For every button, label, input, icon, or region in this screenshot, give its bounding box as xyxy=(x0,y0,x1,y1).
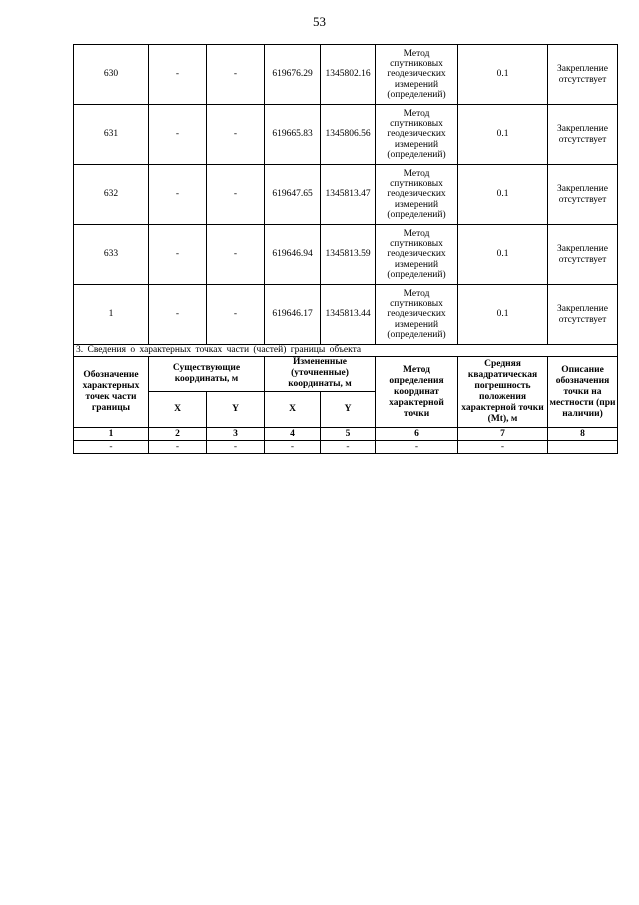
existing-x-cell: - xyxy=(149,105,207,165)
coord-x-cell: 619646.17 xyxy=(265,285,321,345)
column-number: 2 xyxy=(149,428,207,441)
accuracy-cell: 0.1 xyxy=(458,45,548,105)
empty-cell: - xyxy=(74,441,149,454)
method-cell: Метод спутниковых геодезических измерений (определений) xyxy=(376,165,458,225)
header-method: Метод определения координат характерной точки xyxy=(376,357,458,428)
coord-y-cell: 1345813.47 xyxy=(321,165,376,225)
column-number: 8 xyxy=(548,428,618,441)
point-id-cell: 1 xyxy=(74,285,149,345)
header-changed-x: X xyxy=(265,391,321,427)
existing-y-cell: - xyxy=(207,285,265,345)
table-row xyxy=(74,45,618,105)
coord-x-cell: 619676.29 xyxy=(265,45,321,105)
point-id-cell: 633 xyxy=(74,225,149,285)
coord-y-cell: 1345806.56 xyxy=(321,105,376,165)
header-accuracy: Средняя квадратическая погрешность положения характерной точки (Mt), м xyxy=(458,357,548,428)
description-cell: Закрепление отсутствует xyxy=(548,225,618,285)
empty-cell: - xyxy=(458,441,548,454)
header-existing-coords: Существующие координаты, м xyxy=(149,357,265,392)
description-cell: Закрепление отсутствует xyxy=(548,165,618,225)
point-id-cell: 632 xyxy=(74,165,149,225)
accuracy-cell: 0.1 xyxy=(458,165,548,225)
description-cell: Закрепление отсутствует xyxy=(548,45,618,105)
column-number: 5 xyxy=(321,428,376,441)
table-row xyxy=(74,105,618,165)
header-existing-x: X xyxy=(149,391,207,427)
empty-cell: - xyxy=(265,441,321,454)
method-cell: Метод спутниковых геодезических измерений (определений) xyxy=(376,45,458,105)
accuracy-cell: 0.1 xyxy=(458,225,548,285)
header-description: Описание обозначения точки на местности (при наличии) xyxy=(548,357,618,428)
method-cell: Метод спутниковых геодезических измерений (определений) xyxy=(376,225,458,285)
existing-x-cell: - xyxy=(149,45,207,105)
column-number: 1 xyxy=(74,428,149,441)
existing-x-cell: - xyxy=(149,225,207,285)
coord-x-cell: 619665.83 xyxy=(265,105,321,165)
empty-cell: - xyxy=(207,441,265,454)
empty-cell: - xyxy=(376,441,458,454)
accuracy-cell: 0.1 xyxy=(458,105,548,165)
empty-cell xyxy=(548,441,618,454)
header-existing-y: Y xyxy=(207,391,265,427)
existing-y-cell: - xyxy=(207,225,265,285)
header-changed-coords: Измененные (уточненные) координаты, м xyxy=(265,357,376,392)
accuracy-cell: 0.1 xyxy=(458,285,548,345)
header-changed-y: Y xyxy=(321,391,376,427)
method-cell: Метод спутниковых геодезических измерений (определений) xyxy=(376,285,458,345)
section-3-title: 3. Сведения о характерных точках части (частей) границы объекта xyxy=(74,345,618,357)
point-id-cell: 630 xyxy=(74,45,149,105)
description-cell: Закрепление отсутствует xyxy=(548,105,618,165)
coordinates-table xyxy=(73,44,618,454)
existing-y-cell: - xyxy=(207,105,265,165)
column-number: 7 xyxy=(458,428,548,441)
header-designation: Обозначение характерных точек части границы xyxy=(74,357,149,428)
existing-x-cell: - xyxy=(149,165,207,225)
coord-y-cell: 1345802.16 xyxy=(321,45,376,105)
page-number: 53 xyxy=(313,14,326,29)
table-row xyxy=(74,165,618,225)
empty-cell: - xyxy=(149,441,207,454)
existing-y-cell: - xyxy=(207,165,265,225)
coord-x-cell: 619646.94 xyxy=(265,225,321,285)
column-number: 3 xyxy=(207,428,265,441)
existing-x-cell: - xyxy=(149,285,207,345)
empty-cell: - xyxy=(321,441,376,454)
existing-y-cell: - xyxy=(207,45,265,105)
column-number: 4 xyxy=(265,428,321,441)
table-row xyxy=(74,225,618,285)
coord-y-cell: 1345813.59 xyxy=(321,225,376,285)
coord-y-cell: 1345813.44 xyxy=(321,285,376,345)
description-cell: Закрепление отсутствует xyxy=(548,285,618,345)
point-id-cell: 631 xyxy=(74,105,149,165)
coord-x-cell: 619647.65 xyxy=(265,165,321,225)
table-row xyxy=(74,285,618,345)
method-cell: Метод спутниковых геодезических измерений (определений) xyxy=(376,105,458,165)
column-number: 6 xyxy=(376,428,458,441)
